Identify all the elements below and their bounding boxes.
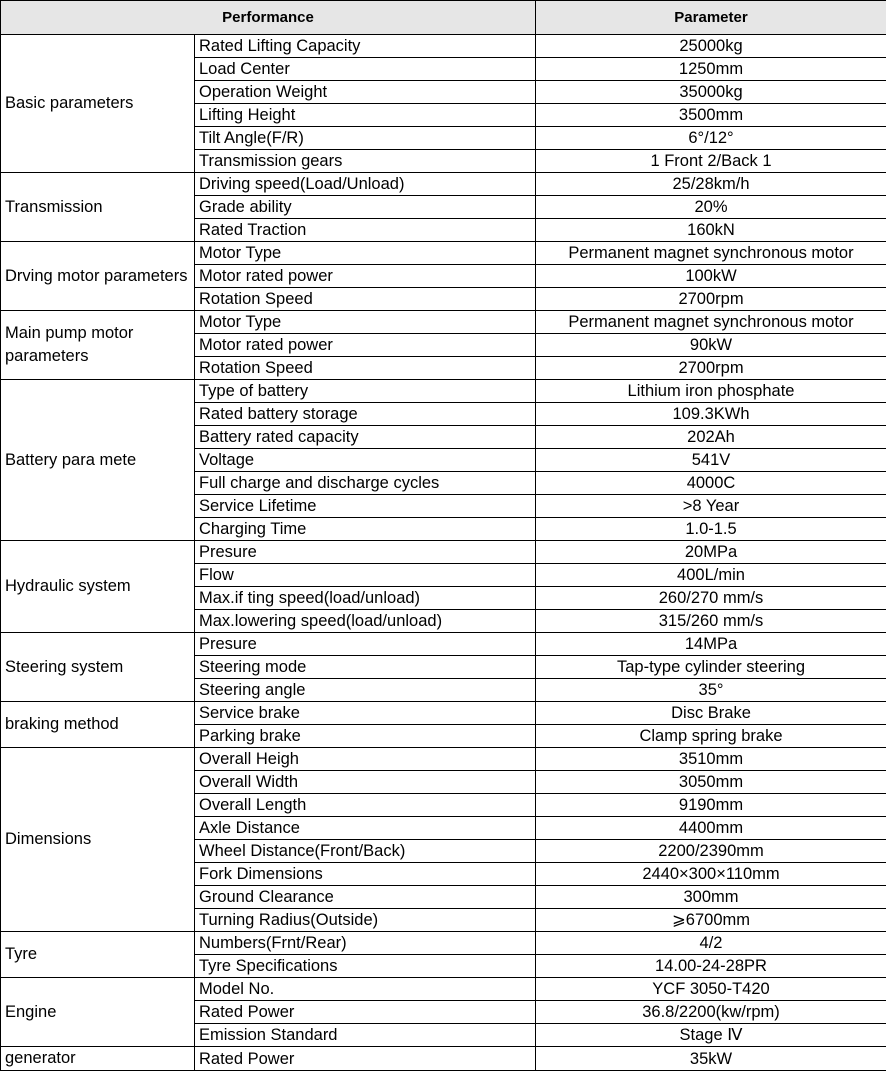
item-value: Disc Brake <box>536 702 886 725</box>
item-name: Wheel Distance(Front/Back) <box>195 840 536 863</box>
group-name: Battery para mete <box>1 380 195 541</box>
item-name: Lifting Height <box>195 104 536 127</box>
item-value: 6°/12° <box>536 127 886 150</box>
item-value: 160kN <box>536 219 886 242</box>
item-name: Service brake <box>195 702 536 725</box>
item-value: ⩾6700mm <box>536 909 886 932</box>
item-name: Presure <box>195 541 536 564</box>
table-row <box>1 932 886 955</box>
item-name: Tilt Angle(F/R) <box>195 127 536 150</box>
table-row <box>1 702 886 725</box>
item-name: Grade ability <box>195 196 536 219</box>
item-value: 4000C <box>536 472 886 495</box>
item-value: 2200/2390mm <box>536 840 886 863</box>
item-name: Steering angle <box>195 679 536 702</box>
item-value: 2700rpm <box>536 357 886 380</box>
item-value: 25/28km/h <box>536 173 886 196</box>
group-name: Basic parameters <box>1 35 195 173</box>
table-row <box>1 380 886 403</box>
table-row <box>1 35 886 58</box>
table-row <box>1 748 886 771</box>
group-name: Main pump motor parameters <box>1 311 195 380</box>
item-value: 100kW <box>536 265 886 288</box>
item-name: Max.if ting speed(load/unload) <box>195 587 536 610</box>
group-name: Transmission <box>1 173 195 242</box>
item-name: Turning Radius(Outside) <box>195 909 536 932</box>
item-name: Overall Length <box>195 794 536 817</box>
group-name: Engine <box>1 978 195 1047</box>
item-value: 3500mm <box>536 104 886 127</box>
item-value: Tap-type cylinder steering <box>536 656 886 679</box>
item-name: Ground Clearance <box>195 886 536 909</box>
item-name: Charging Time <box>195 518 536 541</box>
group-name: Drving motor parameters <box>1 242 195 311</box>
table-row <box>1 978 886 1001</box>
item-value: 1250mm <box>536 58 886 81</box>
group-name: Dimensions <box>1 748 195 932</box>
item-name: Voltage <box>195 449 536 472</box>
item-value: 35kW <box>536 1047 886 1071</box>
item-value: 25000kg <box>536 35 886 58</box>
item-name: Motor Type <box>195 242 536 265</box>
table-row <box>1 633 886 656</box>
item-name: Numbers(Frnt/Rear) <box>195 932 536 955</box>
item-value: 20% <box>536 196 886 219</box>
item-value: 4/2 <box>536 932 886 955</box>
item-value: >8 Year <box>536 495 886 518</box>
item-name: Rated Power <box>195 1001 536 1024</box>
item-name: Full charge and discharge cycles <box>195 472 536 495</box>
group-name: Hydraulic system <box>1 541 195 633</box>
item-name: Overall Heigh <box>195 748 536 771</box>
item-name: Transmission gears <box>195 150 536 173</box>
item-name: Max.lowering speed(load/unload) <box>195 610 536 633</box>
group-name: Tyre <box>1 932 195 978</box>
item-name: Battery rated capacity <box>195 426 536 449</box>
group-name: Steering system <box>1 633 195 702</box>
item-name: Rotation Speed <box>195 357 536 380</box>
item-name: Motor rated power <box>195 334 536 357</box>
item-value: 14.00-24-28PR <box>536 955 886 978</box>
item-name: Driving speed(Load/Unload) <box>195 173 536 196</box>
item-value: 14MPa <box>536 633 886 656</box>
item-value: 300mm <box>536 886 886 909</box>
item-name: Rated battery storage <box>195 403 536 426</box>
item-value: 90kW <box>536 334 886 357</box>
item-value: 541V <box>536 449 886 472</box>
item-name: Fork Dimensions <box>195 863 536 886</box>
item-value: 2440×300×110mm <box>536 863 886 886</box>
item-name: Motor Type <box>195 311 536 334</box>
item-name: Rated Lifting Capacity <box>195 35 536 58</box>
item-value: Stage Ⅳ <box>536 1024 886 1047</box>
item-name: Rated Traction <box>195 219 536 242</box>
item-value: 1 Front 2/Back 1 <box>536 150 886 173</box>
table-row <box>1 242 886 265</box>
item-name: Rotation Speed <box>195 288 536 311</box>
spec-body <box>1 35 886 1071</box>
item-value: 2700rpm <box>536 288 886 311</box>
item-value: 3510mm <box>536 748 886 771</box>
table-row <box>1 1047 886 1071</box>
item-name: Axle Distance <box>195 817 536 840</box>
item-name: Motor rated power <box>195 265 536 288</box>
item-value: Lithium iron phosphate <box>536 380 886 403</box>
item-value: 35000kg <box>536 81 886 104</box>
table-row <box>1 541 886 564</box>
item-value: 4400mm <box>536 817 886 840</box>
item-value: 315/260 mm/s <box>536 610 886 633</box>
table-row <box>1 311 886 334</box>
item-name: Operation Weight <box>195 81 536 104</box>
item-name: Service Lifetime <box>195 495 536 518</box>
item-value: 9190mm <box>536 794 886 817</box>
item-value: 35° <box>536 679 886 702</box>
header-parameter: Parameter <box>536 1 886 35</box>
item-value: 36.8/2200(kw/rpm) <box>536 1001 886 1024</box>
item-name: Model No. <box>195 978 536 1001</box>
item-name: Type of battery <box>195 380 536 403</box>
item-name: Steering mode <box>195 656 536 679</box>
item-name: Emission Standard <box>195 1024 536 1047</box>
item-value: YCF 3050-T420 <box>536 978 886 1001</box>
table-row <box>1 173 886 196</box>
header-performance: Performance <box>1 1 536 35</box>
item-name: Rated Power <box>195 1047 536 1071</box>
group-name: braking method <box>1 702 195 748</box>
item-value: Permanent magnet synchronous motor <box>536 311 886 334</box>
item-value: 400L/min <box>536 564 886 587</box>
group-name: generator <box>1 1047 195 1071</box>
item-value: 109.3KWh <box>536 403 886 426</box>
item-value: Clamp spring brake <box>536 725 886 748</box>
item-value: 1.0-1.5 <box>536 518 886 541</box>
item-name: Flow <box>195 564 536 587</box>
item-name: Tyre Specifications <box>195 955 536 978</box>
item-value: 260/270 mm/s <box>536 587 886 610</box>
item-value: Permanent magnet synchronous motor <box>536 242 886 265</box>
item-name: Load Center <box>195 58 536 81</box>
item-name: Presure <box>195 633 536 656</box>
item-value: 3050mm <box>536 771 886 794</box>
item-value: 202Ah <box>536 426 886 449</box>
item-value: 20MPa <box>536 541 886 564</box>
item-name: Parking brake <box>195 725 536 748</box>
item-name: Overall Width <box>195 771 536 794</box>
header-row <box>1 1 886 35</box>
